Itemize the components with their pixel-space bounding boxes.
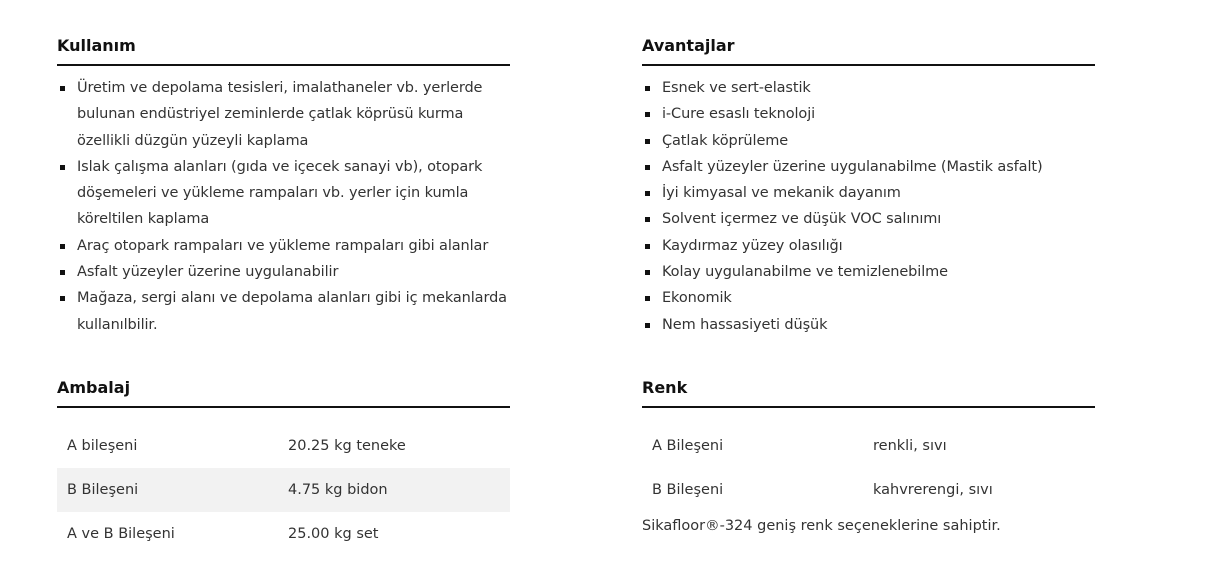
table-cell-label: A bileşeni: [67, 438, 138, 454]
list-item: Mağaza, sergi alanı ve depolama alanları gibi iç mekanlarda kullanılbilir.: [57, 285, 510, 338]
table-row: [57, 424, 510, 468]
advantages-list: [642, 75, 1095, 338]
list-item: İyi kimyasal ve mekanik dayanım: [642, 180, 1095, 206]
table-cell-label: B Bileşeni: [57, 468, 278, 512]
table-cell-label: A ve B Bileşeni: [67, 526, 175, 542]
list-item: i-Cure esaslı teknoloji: [642, 101, 1095, 127]
list-item: Kaydırmaz yüzey olasılığı: [642, 233, 1095, 259]
color-note: Sikafloor®-324 geniş renk seçeneklerine sahiptir.: [642, 518, 1001, 534]
list-item: Islak çalışma alanları (gıda ve içecek sanayi vb), otopark döşemeleri ve yükleme rampaları vb. yerler için kumla köreltilen kaplama: [57, 154, 510, 233]
list-item: Esnek ve sert-elastik: [642, 75, 1095, 101]
packaging-heading: Ambalaj: [57, 378, 510, 408]
usage-list: [57, 75, 510, 338]
table-cell-label: B Bileşeni: [652, 482, 724, 498]
packaging-table: [57, 424, 510, 556]
color-table: [642, 424, 1095, 512]
packaging-section: [57, 378, 510, 556]
list-item: Asfalt yüzeyler üzerine uygulanabilir: [57, 259, 510, 285]
table-cell-value: renkli, sıvı: [873, 438, 947, 454]
list-item: Nem hassasiyeti düşük: [642, 312, 1095, 338]
list-item: Üretim ve depolama tesisleri, imalathaneler vb. yerlerde bulunan endüstriyel zeminlerde çatlak köprüsü kurma özellikli düzgün yüzeyli kaplama: [57, 75, 510, 154]
list-item: Solvent içermez ve düşük VOC salınımı: [642, 206, 1095, 232]
list-item: Kolay uygulanabilme ve temizlenebilme: [642, 259, 1095, 285]
usage-section: [57, 36, 510, 338]
table-cell-value: 4.75 kg bidon: [278, 468, 510, 512]
usage-heading: Kullanım: [57, 36, 510, 66]
table-row: [57, 468, 510, 512]
table-row: [57, 512, 510, 556]
list-item: Ekonomik: [642, 285, 1095, 311]
list-item: Çatlak köprüleme: [642, 128, 1095, 154]
list-item: Asfalt yüzeyler üzerine uygulanabilme (Mastik asfalt): [642, 154, 1095, 180]
table-cell-value: 25.00 kg set: [288, 526, 379, 542]
advantages-heading: Avantajlar: [642, 36, 1095, 66]
table-row: [642, 468, 1095, 512]
color-section: [642, 378, 1095, 534]
advantages-section: [642, 36, 1095, 338]
list-item: Araç otopark rampaları ve yükleme rampaları gibi alanlar: [57, 233, 510, 259]
table-cell-label: A Bileşeni: [652, 438, 724, 454]
table-row: [642, 424, 1095, 468]
table-cell-value: kahvrerengi, sıvı: [873, 482, 993, 498]
color-heading: Renk: [642, 378, 1095, 408]
table-cell-value: 20.25 kg teneke: [288, 438, 406, 454]
